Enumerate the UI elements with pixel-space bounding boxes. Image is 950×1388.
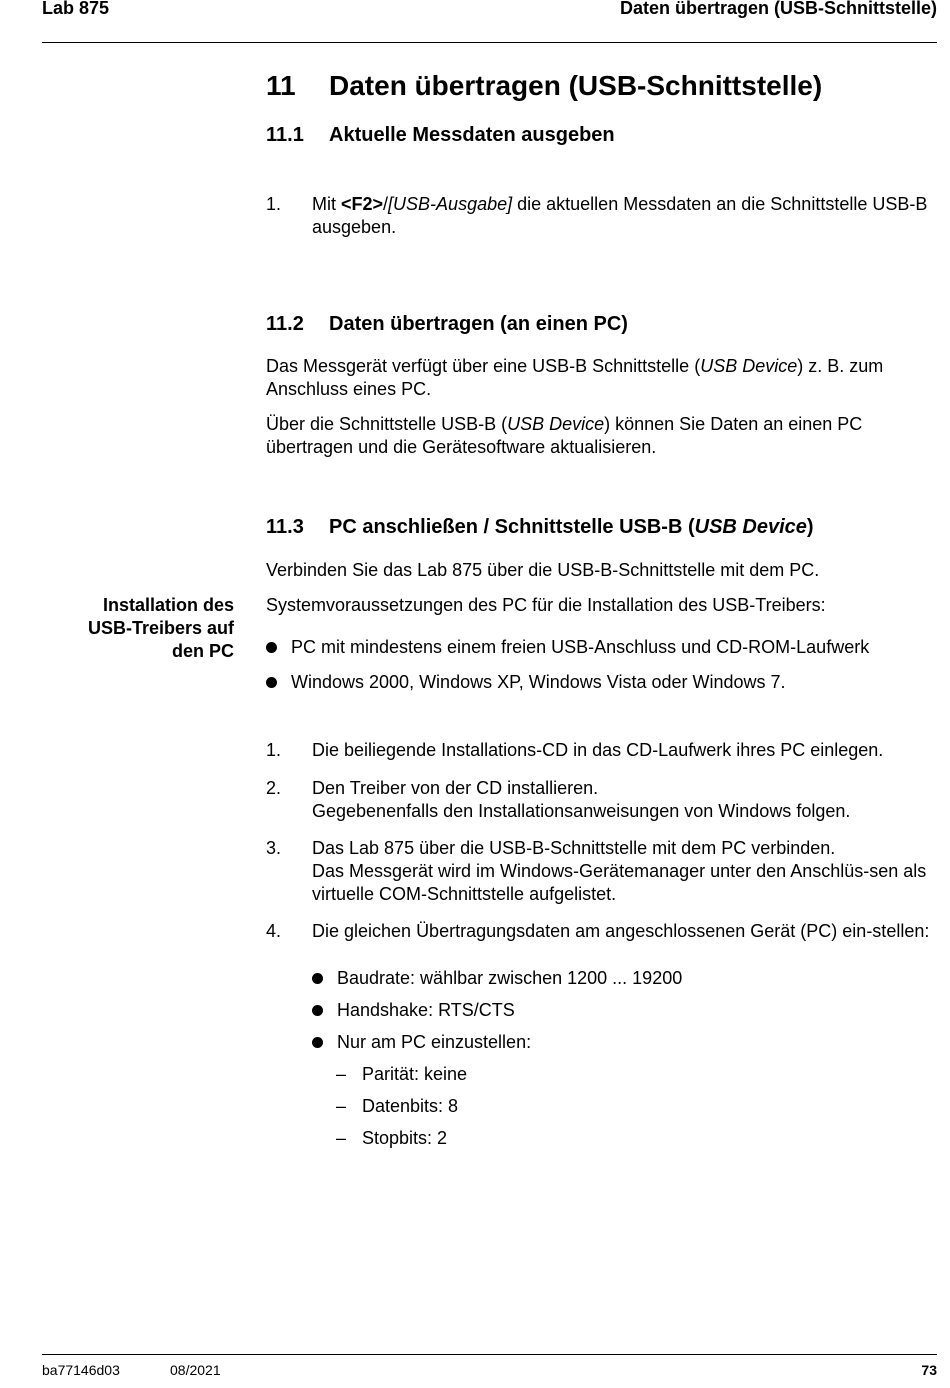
- section-title: Aktuelle Messdaten ausgeben: [329, 124, 615, 146]
- step-slash: /: [383, 194, 389, 214]
- text-run: ) z. B. zum Anschluss eines PC.: [266, 356, 884, 399]
- step-text: die aktuellen Messdaten an die Schnittstelle USB-B ausgeben.: [312, 194, 928, 237]
- chapter-title-text: Daten übertragen (USB-Schnittstelle): [329, 70, 823, 101]
- section-number: 11.1: [266, 124, 304, 146]
- step-number: 1.: [266, 740, 282, 760]
- sub-list-item-text: Nur am PC einzustellen:: [337, 1032, 532, 1052]
- install-step-2: [266, 777, 936, 823]
- section-title: Daten übertragen (an einen PC): [329, 313, 628, 335]
- section-title-close: ): [806, 516, 814, 538]
- dash-list-item-text: Stopbits: 2: [362, 1128, 448, 1148]
- step-number: 3.: [266, 838, 282, 858]
- margin-label-line: den PC: [171, 641, 234, 661]
- step-text: Gegebenenfalls den Installationsanweisungen von Windows folgen.: [312, 801, 851, 821]
- sub-list-item: [312, 999, 515, 1022]
- list-item: [266, 671, 786, 694]
- step-number: 2.: [266, 778, 282, 798]
- footer-doc-id: ba77146d03: [42, 1362, 120, 1378]
- step-text: Die gleichen Übertragungsdaten am angeschlossenen Gerät (PC) ein-stellen:: [312, 921, 930, 941]
- section-number: 11.3: [266, 516, 304, 538]
- sub-list-item-text: Handshake: RTS/CTS: [337, 1000, 515, 1020]
- section-11-2-paragraph-2: [266, 413, 936, 459]
- list-item-text: PC mit mindestens einem freien USB-Anschluss und CD-ROM-Laufwerk: [291, 637, 870, 657]
- install-step-3: [266, 837, 936, 906]
- page-number: 73: [921, 1362, 937, 1378]
- dash-icon: –: [336, 1128, 347, 1148]
- section-11-2-heading: [266, 313, 628, 336]
- section-11-1-step-1: [266, 193, 936, 239]
- step-text: Den Treiber von der CD installieren.: [312, 778, 599, 798]
- install-step-4: [266, 920, 936, 943]
- step-number: 1.: [266, 194, 282, 214]
- dash-list-item-text: Parität: keine: [362, 1064, 468, 1084]
- bullet-icon: [312, 1005, 323, 1016]
- chapter-number: 11: [266, 70, 296, 101]
- dash-list-item: [336, 1095, 458, 1118]
- key-f2: <F2>: [341, 194, 384, 214]
- section-11-3-heading: [266, 516, 814, 539]
- install-step-1: [266, 739, 936, 762]
- section-11-2-paragraph-1: [266, 355, 936, 401]
- running-header-left: Lab 875: [42, 0, 110, 18]
- bullet-icon: [266, 642, 277, 653]
- bullet-icon: [312, 1037, 323, 1048]
- text-run: Das Messgerät verfügt über eine USB-B Schnittstelle (: [266, 356, 701, 376]
- step-text: Das Lab 875 über die USB-B-Schnittstelle mit dem PC verbinden.: [312, 838, 836, 858]
- sub-list-item-text: Baudrate: wählbar zwischen 1200 ... 19200: [337, 968, 683, 988]
- softkey-usb-output: [USB-Ausgabe]: [388, 194, 513, 214]
- text-italic: USB Device: [507, 414, 605, 434]
- dash-list-item: [336, 1127, 447, 1150]
- margin-label: [42, 594, 234, 663]
- dash-list-item: [336, 1063, 467, 1086]
- footer-date: 08/2021: [170, 1362, 221, 1378]
- margin-label-line: USB-Treibers auf: [87, 618, 234, 638]
- section-title: PC anschließen / Schnittstelle USB-B (: [329, 516, 695, 538]
- sub-list-item: [312, 1031, 531, 1054]
- running-header-right: Daten übertragen (USB-Schnittstelle): [619, 0, 937, 18]
- section-title-italic: USB Device: [694, 516, 807, 538]
- step-text: Die beiliegende Installations-CD in das CD-Laufwerk ihres PC einlegen.: [312, 740, 884, 760]
- chapter-title: [266, 70, 822, 102]
- bullet-icon: [312, 973, 323, 984]
- section-11-3-intro: Verbinden Sie das Lab 875 über die USB-B-Schnittstelle mit dem PC.: [266, 560, 820, 580]
- dash-icon: –: [336, 1064, 347, 1084]
- dash-icon: –: [336, 1096, 347, 1116]
- footer-rule: [42, 1354, 937, 1355]
- step-text: Das Messgerät wird im Windows-Gerätemanager unter den Anschlüs-sen als virtuelle COM-Schnittstelle aufgelistet.: [312, 861, 927, 904]
- sub-list-item: [312, 967, 682, 990]
- header-rule: [42, 42, 937, 43]
- text-run: ) können Sie Daten an einen PC übertragen und die Gerätesoftware aktualisieren.: [266, 414, 863, 457]
- step-prefix: Mit: [312, 194, 341, 214]
- margin-label-line: Installation des: [102, 595, 234, 615]
- step-number: 4.: [266, 921, 282, 941]
- list-item: [266, 636, 869, 659]
- text-italic: USB Device: [700, 356, 798, 376]
- bullet-icon: [266, 677, 277, 688]
- system-requirements-text: Systemvoraussetzungen des PC für die Installation des USB-Treibers:: [266, 595, 826, 615]
- section-number: 11.2: [266, 313, 304, 335]
- text-run: Über die Schnittstelle USB-B (: [266, 414, 508, 434]
- list-item-text: Windows 2000, Windows XP, Windows Vista oder Windows 7.: [291, 672, 786, 692]
- section-11-1-heading: [266, 124, 615, 147]
- dash-list-item-text: Datenbits: 8: [362, 1096, 459, 1116]
